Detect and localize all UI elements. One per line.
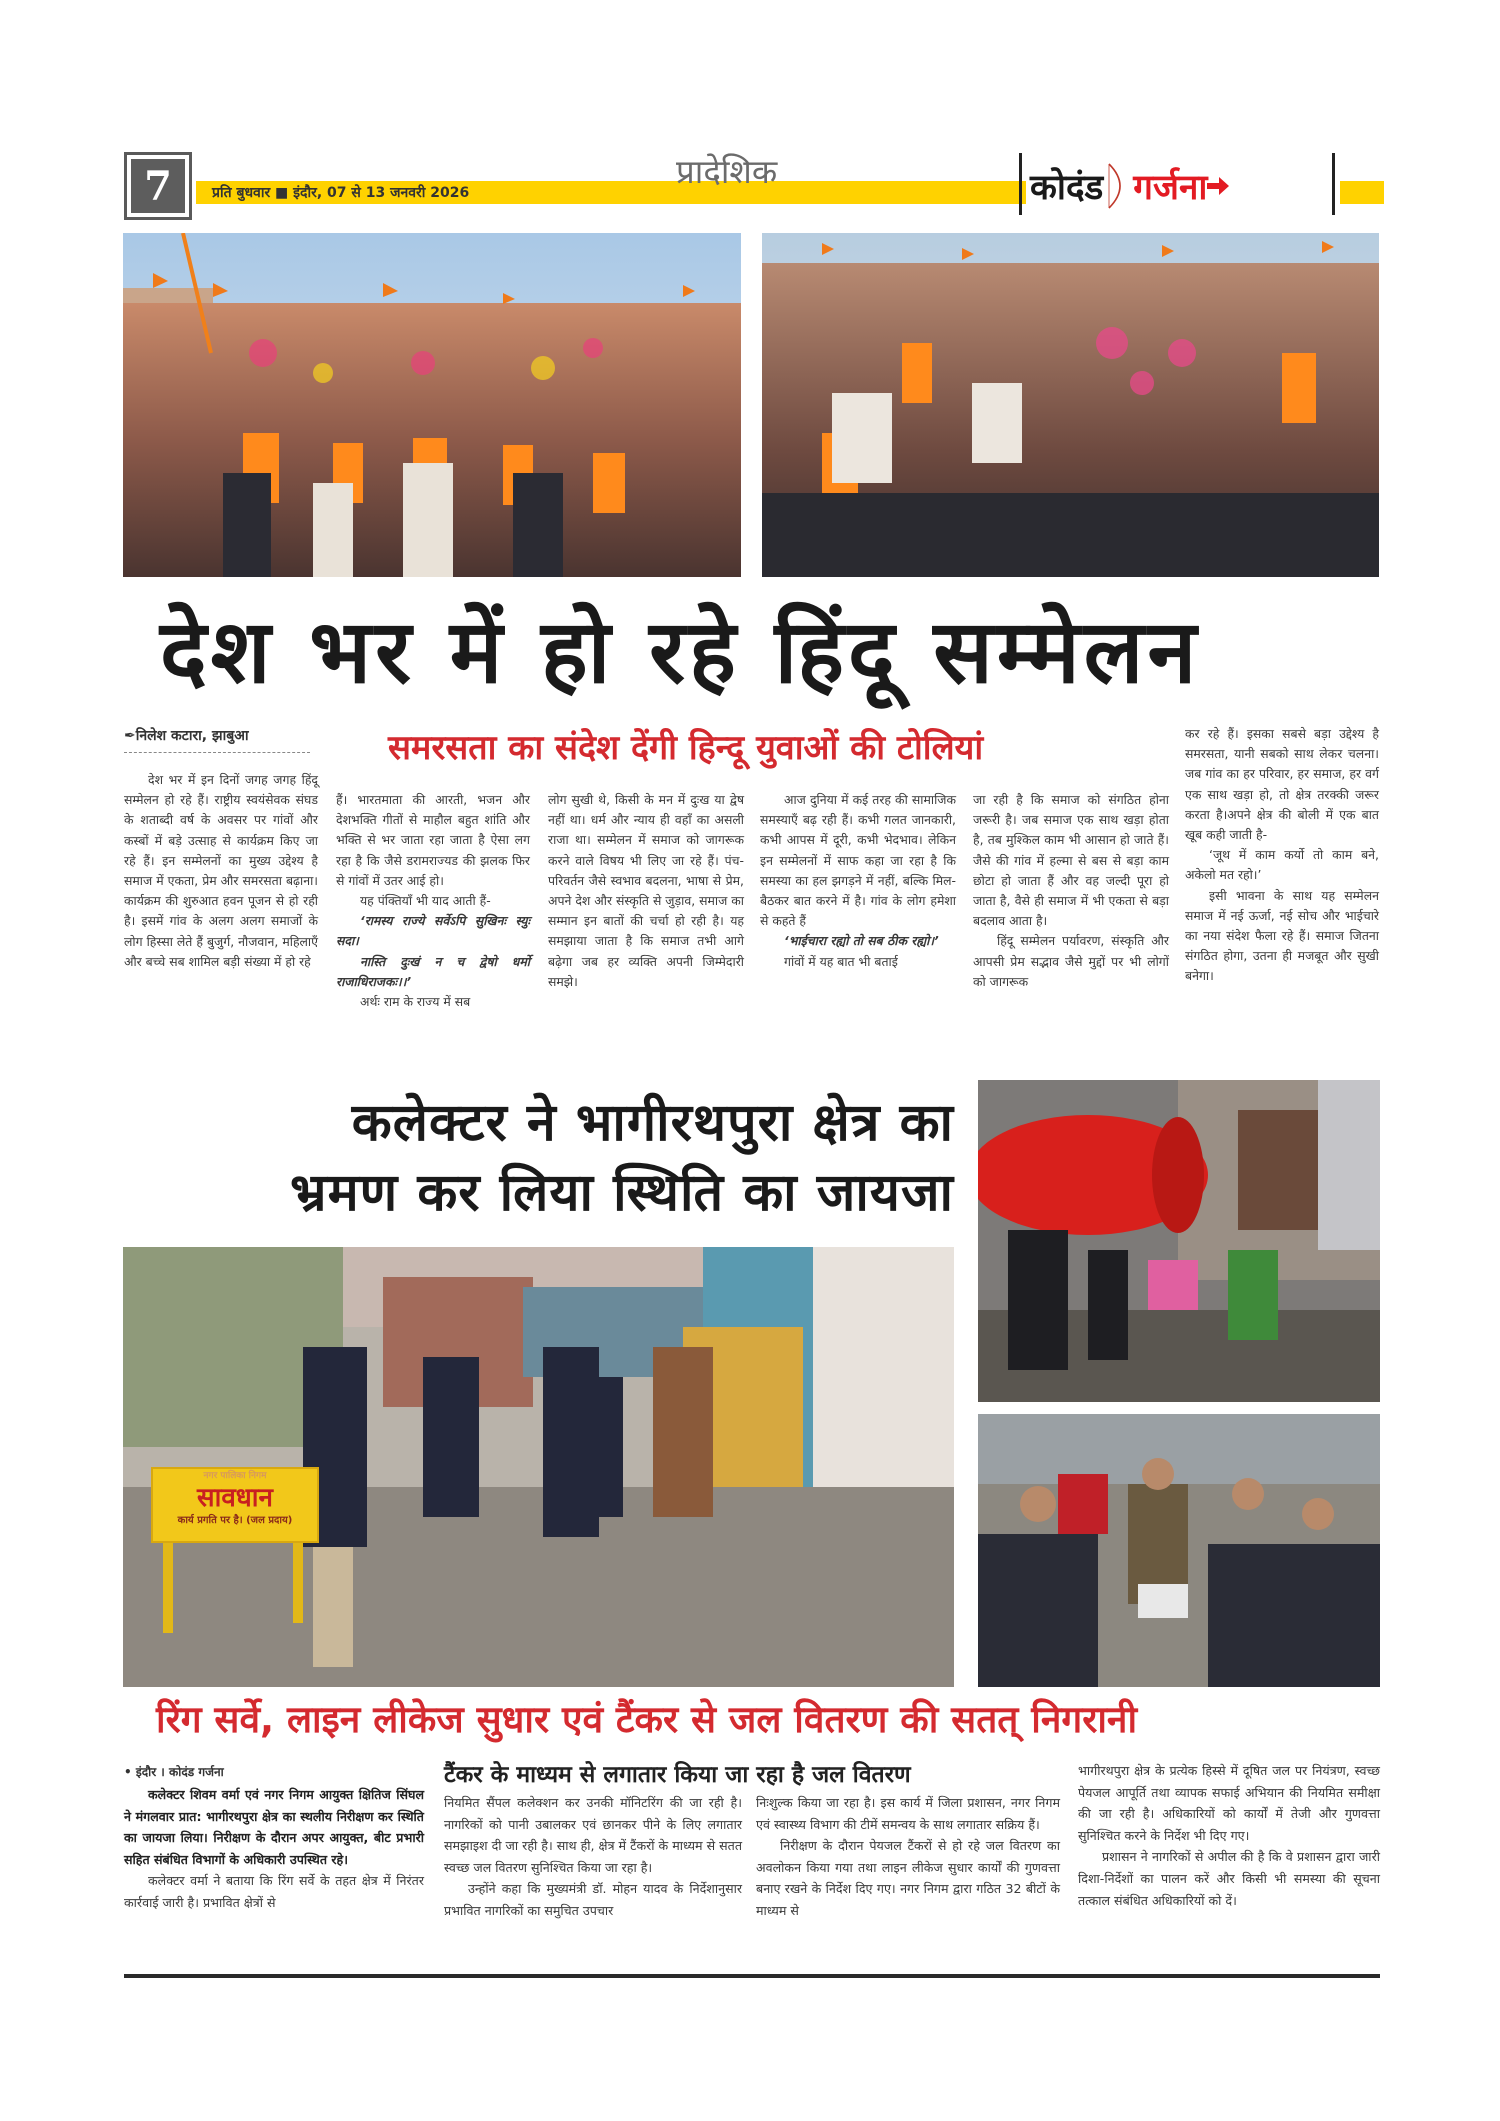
paragraph: लोग सुखी थे, किसी के मन में दुःख या द्वेष नहीं था। धर्म और न्याय ही वहाँ का असली राजा था। सम्मेलन में समाज को जागरूक करने वाले विषय भी लिए जा रहे हैं। पंच-परिवर्तन जैसे स्वभाव बदलना, भाषा से प्रेम, अपने देश और संस्कृति से जुड़ाव, समाज का सम्मान इन बातों की चर्चा हो रही है। यह समझाया जाता है कि समाज तभी आगे बढ़ेगा जब हर व्यक्ति अपनी जिम्मेदारी समझे। bbox=[548, 792, 744, 989]
paragraph: प्रशासन ने नागरिकों से अपील की है कि वे प्रशासन द्वारा जारी दिशा-निर्देशों का पालन करें और किसी भी समस्या की सूचना तत्काल संबंधित अधिकारियों को दें। bbox=[1078, 1849, 1380, 1908]
paragraph: निरीक्षण के दौरान पेयजल टैंकरों से हो रहे जल वितरण का अवलोकन किया गया तथा लाइन लीकेज सुधार कार्यों की गुणवत्ता बनाए रखने के निर्देश दिए गए। नगर निगम द्वारा गठित 32 बीटों के माध्यम से bbox=[756, 1838, 1060, 1918]
article1-column-6 bbox=[1185, 724, 1379, 987]
article2-column-2 bbox=[444, 1792, 742, 1922]
paragraph: निःशुल्क किया जा रहा है। इस कार्य में जिला प्रशासन, नगर निगम एवं स्वास्थ्य विभाग की टीमें समन्वय के साथ लगातार सक्रिय हैं। bbox=[756, 1795, 1060, 1832]
page-bottom-rule bbox=[124, 1974, 1380, 1978]
officials-review-photo bbox=[978, 1414, 1380, 1687]
article2-dateline: • इंदौर । कोदंड गर्जना bbox=[124, 1765, 224, 1779]
article1-column-1 bbox=[124, 770, 318, 972]
collector-headline-line-1: कलेक्टर ने भागीरथपुरा क्षेत्र का bbox=[351, 1093, 954, 1153]
paragraph: भागीरथपुरा क्षेत्र के प्रत्येक हिस्से में दूषित जल पर नियंत्रण, स्वच्छ पेयजल आपूर्ति तथा व्यापक सफाई अभियान की नियमित समीक्षा की जा रही है। अधिकारियों को कार्यों में तेजी और गुणवत्ता सुनिश्चित करने के निर्देश भी दिए गए। bbox=[1078, 1763, 1380, 1843]
lead-paragraph: कलेक्टर शिवम वर्मा एवं नगर निगम आयुक्त क्षितिज सिंघल ने मंगलवार प्रात: भागीरथपुरा क्षेत्र का स्थलीय निरीक्षण कर स्थिति का जायजा लिया। निरीक्षण के दौरान अपर आयुक्त, बीट प्रभारी सहित संबंधित विभागों के अधिकारी उपस्थित रहे। bbox=[124, 1787, 424, 1867]
paragraph: कलेक्टर वर्मा ने बताया कि रिंग सर्वे के तहत क्षेत्र में निरंतर कार्रवाई जारी है। प्रभावित क्षेत्रों से bbox=[124, 1873, 424, 1910]
main-headline: देश भर में हो रहे हिंदू सम्मेलन bbox=[160, 600, 1201, 703]
paragraph: नियमित सैंपल कलेक्शन कर उनकी मॉनिटरिंग की जा रही है। नागरिकों को पानी उबालकर एवं छानकर पीने के लिए लगातार समझाइश दी जा रही है। साथ ही, क्षेत्र में टैंकरों के माध्यम से सतत स्वच्छ जल वितरण सुनिश्चित किया जा रहा है। bbox=[444, 1795, 742, 1875]
collector-headline bbox=[124, 1088, 954, 1228]
paragraph: उन्होंने कहा कि मुख्यमंत्री डॉ. मोहन यादव के निर्देशानुसार प्रभावित नागरिकों का समुचित उपचार bbox=[444, 1881, 742, 1918]
paragraph: अर्थः राम के राज्य में सब bbox=[360, 994, 471, 1010]
byline bbox=[124, 726, 249, 745]
paragraph: कर रहे हैं। इसका सबसे बड़ा उद्देश्य है समरसता, यानी सबको साथ लेकर चलना। जब गांव का हर परिवार, हर समाज, हर वर्ग एक साथ खड़ा हो, तो क्षेत्र तरक्की जरूर करता है।अपने क्षेत्र की बोली में एक बात खूब कही जाती है- bbox=[1185, 726, 1379, 843]
paragraph: गांवों में यह बात भी बताई bbox=[784, 953, 898, 969]
article2-column-1 bbox=[124, 1784, 424, 1914]
paragraph: देश भर में इन दिनों जगह जगह हिंदू सम्मेलन हो रहे हैं। राष्ट्रीय स्वयंसेवक संघड के शताब्दी वर्ष के अवसर पर गांवों और कस्बों में बड़े उत्साह से कार्यक्रम किए जा रहे हैं। इन सम्मेलनों का मुख्य उद्देश्य है समाज में एकता, प्रेम और समरसता बढ़ाना। कार्यक्रम की शुरुआत हवन पूजन से हो रही है। इसमें गांव के अलग अलग समाजों के लोग हिस्सा लेते हैं बुजुर्ग, नौजवान, महिलाएँ और बच्चे सब शामिल बड़ी संख्या में हो रहे bbox=[124, 772, 318, 969]
caution-sign-top: नगर पालिका निगम bbox=[203, 1471, 267, 1481]
logo-divider-right bbox=[1332, 153, 1335, 215]
section-title: प्रादेशिक bbox=[676, 152, 778, 191]
rally-crowd-photo-left bbox=[123, 233, 741, 577]
page-number: 7 bbox=[131, 159, 185, 213]
caution-sign-post bbox=[163, 1543, 173, 1633]
issue-dateline: प्रति बुधवार ■ इंदौर, 07 से 13 जनवरी 2026 bbox=[212, 185, 470, 201]
bow-icon bbox=[1105, 162, 1131, 210]
paragraph: आज दुनिया में कई तरह की सामाजिक समस्याएँ बढ़ रही हैं। कभी गलत जानकारी, कभी आपस में दूरी, कभी भेदभाव। लेकिन इन सम्मेलनों में साफ कहा जा रहा है कि समस्या का हल झगड़ने में नहीं, बल्कि मिल-बैठकर बात करने में है। गांव के लोग हमेशा से कहते हैं bbox=[760, 792, 956, 929]
tanker-subheadline: टैंकर के माध्यम से लगातार किया जा रहा है जल वितरण bbox=[444, 1762, 911, 1788]
article2-column-3 bbox=[756, 1792, 1060, 1922]
paragraph: इसी भावना के साथ यह सम्मेलन समाज में नई ऊर्जा, नई सोच और भाईचारे का नया संदेश फैला रहे हैं। समाज जितना संगठित होगा, उतना ही मजबूत और सुखी बनेगा। bbox=[1185, 887, 1379, 984]
paragraph: जा रही है कि समाज को संगठित होना जरूरी है। जब समाज एक साथ खड़ा होता है, तब मुश्किल काम भी आसान हो जाते हैं। जैसे की गांव में हल्मा से बस से बड़ा काम छोटा हो जाता हैं और वह जल्दी पूरा हो जाता है, वैसे ही समाज में भी एकता से बड़ा बदलाव आता है। bbox=[973, 792, 1169, 929]
logo-text-kodand: कोदंड bbox=[1030, 167, 1104, 208]
water-supply-headline: रिंग सर्वे, लाइन लीकेज सुधार एवं टैंकर से जल वितरण की सतत् निगरानी bbox=[156, 1698, 1138, 1741]
caution-sign-bottom: कार्य प्रगति पर है। (जल प्रदाय) bbox=[177, 1515, 293, 1526]
rally-crowd-photo-right bbox=[762, 233, 1379, 577]
newspaper-logo bbox=[1030, 158, 1229, 214]
pen-icon: ✒ bbox=[124, 728, 136, 744]
logo-text-garjana: गर्जना bbox=[1133, 167, 1208, 208]
collector-inspection-photo bbox=[123, 1247, 954, 1687]
paragraph: ‘जूथ में काम कर्यो तो काम बने, अकेलो मत रहो।’ bbox=[1185, 847, 1379, 883]
paragraph: हैं। भारतमाता की आरती, भजन और देशभक्ति गीतों से माहौल बहुत शांति और भक्ति से भर जाता रहा जाता है ऐसा लग रहा है कि जैसे डरामराज्यड की झलक फिर से गांवों में उतर आई हो। bbox=[336, 792, 530, 888]
arrow-icon bbox=[1207, 176, 1229, 196]
caution-sign bbox=[151, 1467, 319, 1543]
sub-headline-red: समरसता का संदेश देंगी हिन्दू युवाओं की टोलियां bbox=[388, 728, 984, 768]
article1-column-3 bbox=[548, 790, 744, 992]
byline-divider bbox=[124, 752, 310, 753]
caution-sign-main: सावधान bbox=[197, 1483, 273, 1513]
header-yellow-band-right bbox=[1340, 181, 1384, 204]
verse: ‘भाईचारा रह्यो तो सब ठीक रह्यो।’ bbox=[784, 933, 939, 949]
verse: नास्ति दुःखं न च द्वेषो धर्मो राजाधिराजकः।।’ bbox=[336, 953, 530, 989]
paragraph: यह पंक्तियाँ भी याद आती हैं- bbox=[360, 893, 491, 909]
caution-sign-post bbox=[293, 1543, 303, 1623]
paragraph: हिंदू सम्मेलन पर्यावरण, संस्कृति और आपसी प्रेम सद्भाव जैसे मुद्दों पर भी लोगों को जागरूक bbox=[973, 933, 1169, 989]
article1-column-5 bbox=[973, 790, 1169, 992]
verse: ‘रामस्य राज्ये सर्वेऽपि सुखिनः स्युः सदा। bbox=[336, 913, 530, 949]
water-tanker-photo bbox=[978, 1080, 1380, 1402]
article2-column-4 bbox=[1078, 1760, 1380, 1911]
article1-column-2 bbox=[336, 790, 530, 1012]
collector-headline-line-2: भ्रमण कर लिया स्थिति का जायजा bbox=[290, 1163, 954, 1223]
byline-text: निलेश कटारा, झाबुआ bbox=[135, 728, 249, 744]
page-number-box bbox=[124, 152, 192, 220]
logo-divider-left bbox=[1019, 153, 1022, 215]
article1-column-4 bbox=[760, 790, 956, 972]
